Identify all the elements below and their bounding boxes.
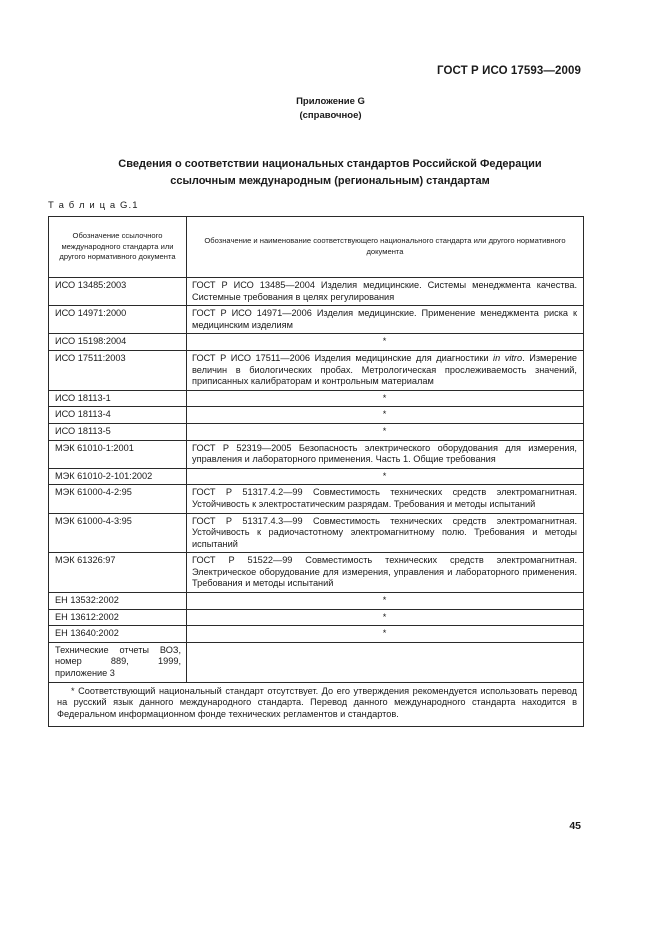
reference-cell: ИСО 15198:2004 bbox=[49, 334, 187, 351]
table-row bbox=[49, 553, 584, 593]
national-cell: * bbox=[187, 407, 584, 424]
reference-cell: ИСО 14971:2000 bbox=[49, 306, 187, 334]
reference-cell: ЕН 13640:2002 bbox=[49, 626, 187, 643]
section-title-line-2: ссылочным международным (региональным) стандартам bbox=[170, 175, 490, 187]
table-row bbox=[49, 278, 584, 306]
national-cell: * bbox=[187, 334, 584, 351]
national-cell: * bbox=[187, 593, 584, 610]
appendix-type: (справочное) bbox=[299, 110, 362, 121]
table-row bbox=[49, 485, 584, 513]
table-row bbox=[49, 609, 584, 626]
national-cell: ГОСТ Р 51317.4.3—99 Совместимость технических средств электромагнитная. Устойчивость к радиочастотному электромагнитному полю. Требования и методы испытаний bbox=[187, 513, 584, 553]
reference-cell: ЕН 13532:2002 bbox=[49, 593, 187, 610]
table-label: Т а б л и ц а G.1 bbox=[48, 200, 139, 211]
reference-cell: ИСО 18113-5 bbox=[49, 423, 187, 440]
national-cell: ГОСТ Р 51522—99 Совместимость технических средств электромагнитная. Электрическое оборудование для измерения, управления и лабораторного применения. Требования и методы испытаний bbox=[187, 553, 584, 593]
reference-cell: Технические отчеты ВОЗ, номер 889, 1999, приложение 3 bbox=[49, 642, 187, 682]
national-text-italic: in vitro bbox=[493, 352, 523, 363]
appendix-heading bbox=[0, 95, 661, 123]
national-cell: * bbox=[187, 609, 584, 626]
reference-cell: ЕН 13612:2002 bbox=[49, 609, 187, 626]
table-footnote: * Соответствующий национальный стандарт отсутствует. До его утверждения рекомендуется использовать перевод на русский язык данного международного стандарта. Перевод данного международного стандарта находится в Федеральном информационном фонде технических регламентов и стандартов. bbox=[57, 685, 577, 720]
national-cell bbox=[187, 350, 584, 390]
table-row bbox=[49, 407, 584, 424]
table-row bbox=[49, 423, 584, 440]
table-row bbox=[49, 334, 584, 351]
correspondence-table bbox=[48, 216, 584, 727]
national-cell: ГОСТ Р ИСО 13485—2004 Изделия медицинские. Системы менеджмента качества. Системные требования в целях регулирования bbox=[187, 278, 584, 306]
reference-cell: МЭК 61326:97 bbox=[49, 553, 187, 593]
reference-cell: ИСО 13485:2003 bbox=[49, 278, 187, 306]
table-footnote-cell bbox=[49, 682, 584, 726]
page-number: 45 bbox=[569, 820, 581, 832]
reference-cell: ИСО 18113-4 bbox=[49, 407, 187, 424]
reference-cell: ИСО 17511:2003 bbox=[49, 350, 187, 390]
reference-cell: ИСО 18113-1 bbox=[49, 390, 187, 407]
table-header-row bbox=[49, 217, 584, 278]
national-cell bbox=[187, 642, 584, 682]
table-row bbox=[49, 390, 584, 407]
national-cell: ГОСТ Р 52319—2005 Безопасность электрического оборудования для измерения, управления и лабораторного применения. Часть 1. Общие требования bbox=[187, 440, 584, 468]
national-cell: * bbox=[187, 423, 584, 440]
table-row bbox=[49, 626, 584, 643]
reference-cell: МЭК 61010-2-101:2002 bbox=[49, 468, 187, 485]
table-row bbox=[49, 468, 584, 485]
table-footnote-row bbox=[49, 682, 584, 726]
reference-cell: МЭК 61000-4-2:95 bbox=[49, 485, 187, 513]
national-cell: * bbox=[187, 626, 584, 643]
table-row bbox=[49, 642, 584, 682]
national-cell: ГОСТ Р 51317.4.2—99 Совместимость технических средств электромагнитная. Устойчивость к электростатическим разрядам. Требования и методы испытаний bbox=[187, 485, 584, 513]
national-text-end: . Измерение величин в биологических пробах. Метрологическая прослеживаемость значений, приписанных калибраторам и контрольным материалам bbox=[192, 352, 577, 387]
section-title-line-1: Сведения о соответствии национальных стандартов Российской Федерации bbox=[118, 158, 542, 170]
table-row bbox=[49, 593, 584, 610]
table-row bbox=[49, 350, 584, 390]
standard-designation: ГОСТ Р ИСО 17593—2009 bbox=[436, 65, 581, 77]
appendix-label: Приложение G bbox=[296, 96, 365, 107]
section-title bbox=[80, 156, 580, 190]
national-cell: * bbox=[187, 390, 584, 407]
reference-cell: МЭК 61010-1:2001 bbox=[49, 440, 187, 468]
national-text-start: ГОСТ Р ИСО 17511—2006 Изделия медицинские для диагностики bbox=[192, 352, 494, 363]
column-header-reference: Обозначение ссылочного международного стандарта или другого нормативного документа bbox=[49, 217, 187, 278]
reference-cell: МЭК 61000-4-3:95 bbox=[49, 513, 187, 553]
table-row bbox=[49, 513, 584, 553]
national-cell: * bbox=[187, 468, 584, 485]
table-row bbox=[49, 440, 584, 468]
table-row bbox=[49, 306, 584, 334]
column-header-national: Обозначение и наименование соответствующего национального стандарта или другого нормативного документа bbox=[187, 217, 584, 278]
national-cell: ГОСТ Р ИСО 14971—2006 Изделия медицинские. Применение менеджмента риска к медицинским изделиям bbox=[187, 306, 584, 334]
